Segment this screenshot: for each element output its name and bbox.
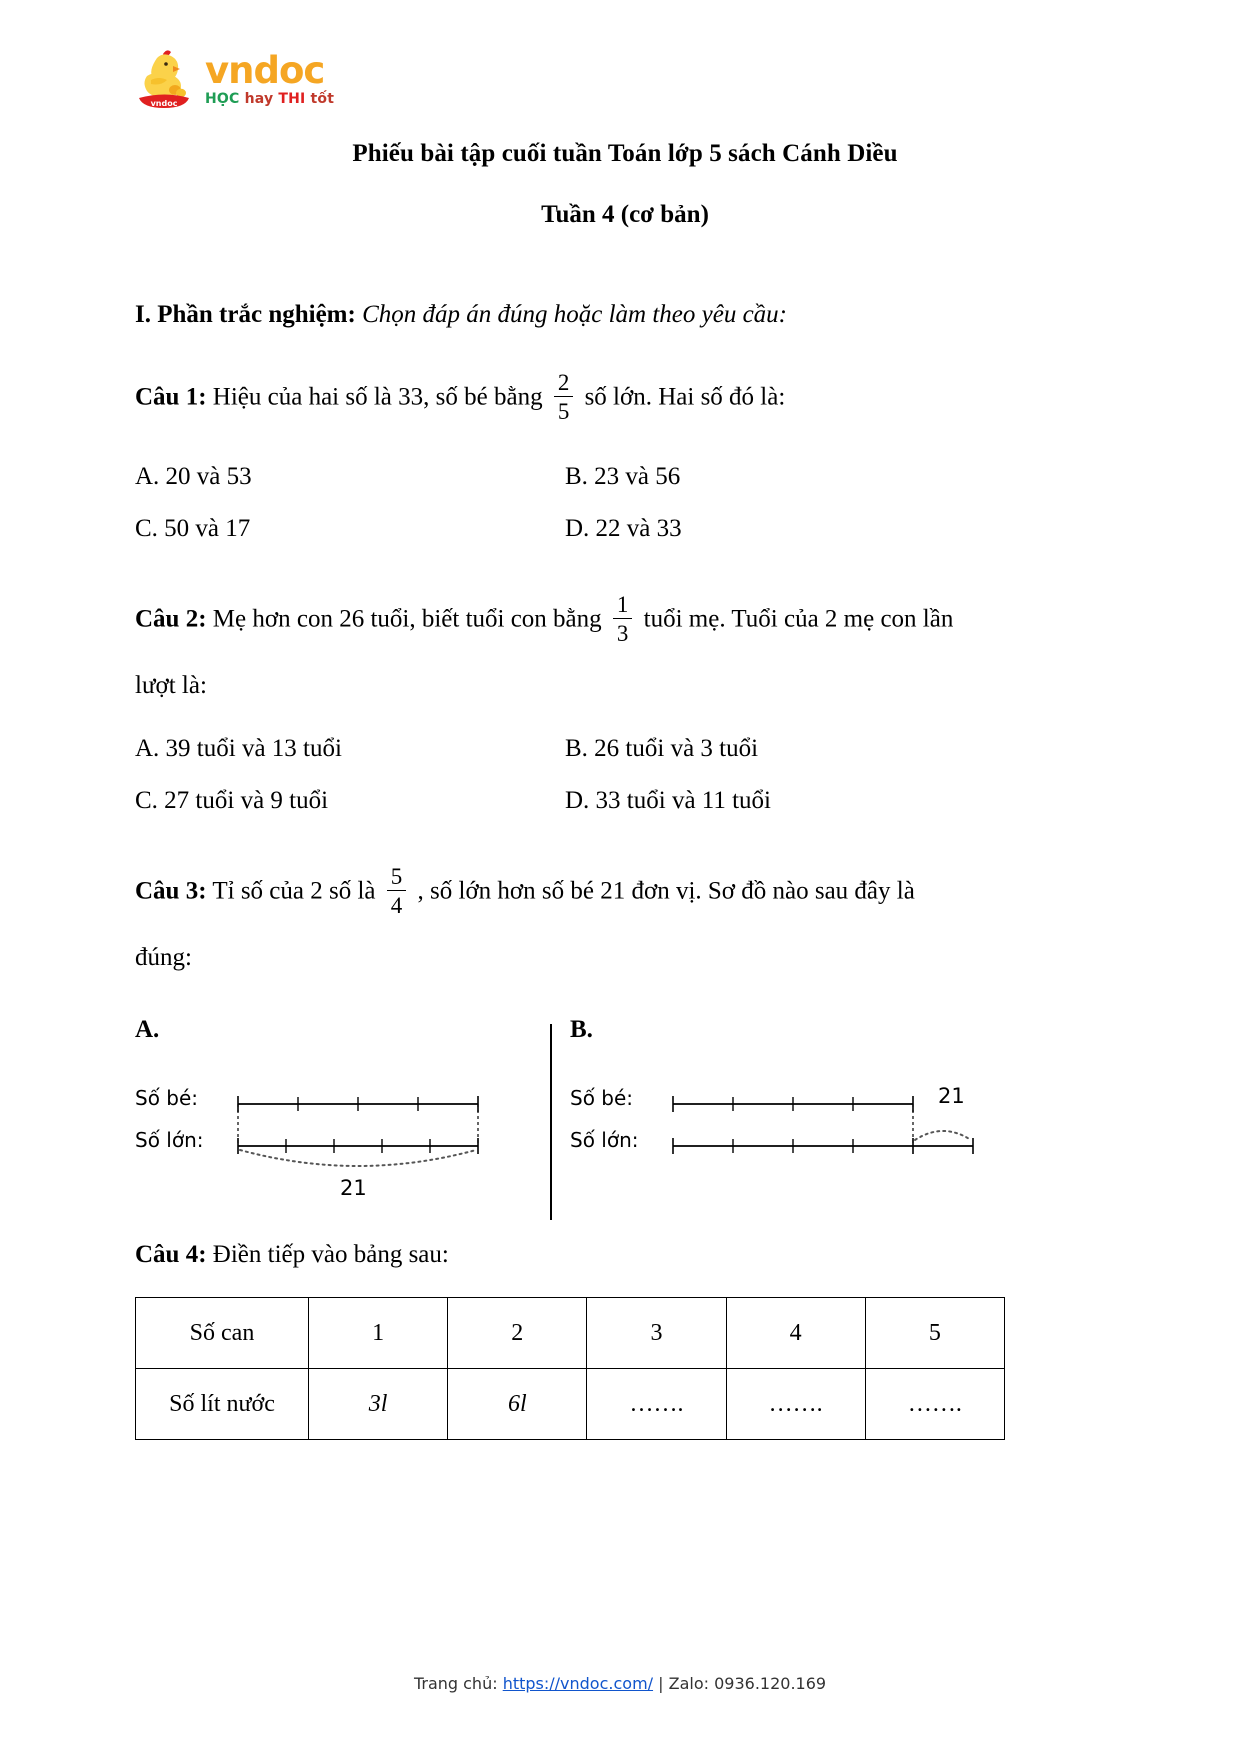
page-title: Phiếu bài tập cuối tuần Toán lớp 5 sách Cánh Diều — [352, 140, 898, 167]
question-1-options-row-1 — [135, 463, 1115, 491]
question-3-wrap: đúng: — [135, 943, 192, 971]
question-1-options-row-2 — [135, 515, 1115, 543]
section-label: I. Phần trắc nghiệm: — [135, 301, 356, 328]
table-row-water — [136, 1369, 1005, 1440]
question-2-lead: Câu 2: — [135, 605, 207, 633]
diagram-option-a[interactable] — [135, 1016, 545, 1210]
cell-can-3[interactable]: 3 — [587, 1298, 726, 1369]
question-2-options-row-1 — [135, 735, 1115, 763]
cell-can-4[interactable]: 4 — [726, 1298, 865, 1369]
fraction-numerator: 5 — [390, 863, 403, 889]
row-header-so-lit-nuoc: Số lít nước — [136, 1369, 309, 1440]
cell-can-5[interactable]: 5 — [865, 1298, 1004, 1369]
question-1 — [135, 370, 1115, 425]
question-2-wrap: lượt là: — [135, 672, 207, 699]
footer-suffix: | Zalo: 0936.120.169 — [658, 1674, 827, 1693]
diagram-divider — [550, 1024, 552, 1220]
page-subtitle: Tuần 4 (cơ bản) — [541, 201, 709, 228]
logo-tagline-hoc: HỌC — [205, 91, 240, 107]
diagram-b-row1-label: Số bé: — [570, 1086, 634, 1110]
question-4 — [135, 1241, 1115, 1269]
diagram-b-row2-label: Số lớn: — [570, 1128, 639, 1152]
question-2-text-before: Mẹ hơn con 26 tuổi, biết tuổi con bằng — [212, 605, 602, 633]
option-a[interactable]: A. 39 tuổi và 13 tuổi — [135, 734, 342, 762]
question-2-options-row-2 — [135, 787, 1115, 815]
question-3-text-before: Tỉ số của 2 số là — [212, 877, 376, 905]
site-logo — [135, 40, 1115, 118]
diagram-b-brace-label: 21 — [938, 1084, 965, 1108]
cell-can-2[interactable]: 2 — [448, 1298, 587, 1369]
question-1-text-after: số lớn. Hai số đó là: — [584, 383, 786, 411]
fill-in-table — [135, 1297, 1005, 1440]
table-row-can — [136, 1298, 1005, 1369]
fraction-numerator: 1 — [616, 592, 629, 617]
question-3-fraction — [387, 865, 407, 917]
question-4-text: Điền tiếp vào bảng sau: — [212, 1241, 449, 1268]
question-1-lead: Câu 1: — [135, 383, 207, 411]
question-2 — [135, 592, 1115, 647]
fraction-denominator: 5 — [554, 396, 574, 423]
cell-can-1[interactable]: 1 — [309, 1298, 448, 1369]
question-3-text-after: , số lớn hơn số bé 21 đơn vị. Sơ đồ nào sau đây là — [417, 877, 915, 905]
cell-water-4[interactable]: ……. — [726, 1369, 865, 1440]
diagram-b-bars — [570, 1070, 1010, 1210]
fraction-denominator: 3 — [613, 618, 633, 645]
diagram-a-row2-label: Số lớn: — [135, 1128, 204, 1152]
option-c[interactable]: C. 27 tuổi và 9 tuổi — [135, 786, 329, 814]
row-header-so-can: Số can — [136, 1298, 309, 1369]
option-d[interactable]: D. 33 tuổi và 11 tuổi — [565, 786, 772, 814]
logo-wordmark: vndoc — [205, 49, 325, 92]
diagram-a-row1-label: Số bé: — [135, 1086, 199, 1110]
page-footer — [0, 1674, 1240, 1693]
fraction-numerator: 2 — [557, 370, 570, 395]
cell-water-2[interactable]: 6l — [448, 1369, 587, 1440]
option-b[interactable]: B. 23 và 56 — [565, 463, 681, 490]
fraction-denominator: 4 — [387, 890, 407, 917]
option-c[interactable]: C. 50 và 17 — [135, 515, 251, 542]
diagram-option-b[interactable] — [570, 1016, 1010, 1210]
diagram-b-letter: B. — [570, 1016, 593, 1043]
question-2-text-after: tuổi mẹ. Tuổi của 2 mẹ con lần — [643, 605, 954, 633]
section-heading — [135, 301, 1115, 329]
logo-tagline-thi: THI — [278, 91, 306, 107]
question-1-fraction — [554, 371, 574, 423]
question-3 — [135, 863, 1115, 919]
question-4-lead: Câu 4: — [135, 1241, 207, 1268]
cell-water-5[interactable]: ……. — [865, 1369, 1004, 1440]
footer-prefix: Trang chủ: — [413, 1674, 498, 1693]
option-d[interactable]: D. 22 và 33 — [565, 515, 682, 542]
rooster-logo-icon — [135, 46, 195, 112]
cell-water-1[interactable]: 3l — [309, 1369, 448, 1440]
question-1-text-before: Hiệu của hai số là 33, số bé bằng — [212, 383, 543, 411]
diagram-a-bars — [135, 1070, 545, 1210]
section-instruction: Chọn đáp án đúng hoặc làm theo yêu cầu: — [362, 301, 788, 328]
svg-text:vndoc: vndoc — [150, 99, 178, 108]
option-b[interactable]: B. 26 tuổi và 3 tuổi — [565, 734, 759, 762]
logo-tagline-hay: hay — [244, 91, 274, 107]
logo-tagline — [205, 92, 334, 106]
footer-link[interactable]: https://vndoc.com/ — [502, 1674, 654, 1693]
cell-water-3[interactable]: ……. — [587, 1369, 726, 1440]
diagram-a-brace-label: 21 — [340, 1176, 367, 1200]
logo-tagline-tot: tốt — [310, 91, 335, 107]
question-3-lead: Câu 3: — [135, 877, 207, 905]
question-2-fraction — [613, 593, 633, 645]
question-3-diagrams — [135, 1016, 1115, 1231]
option-a[interactable]: A. 20 và 53 — [135, 463, 252, 490]
diagram-a-letter: A. — [135, 1016, 160, 1043]
